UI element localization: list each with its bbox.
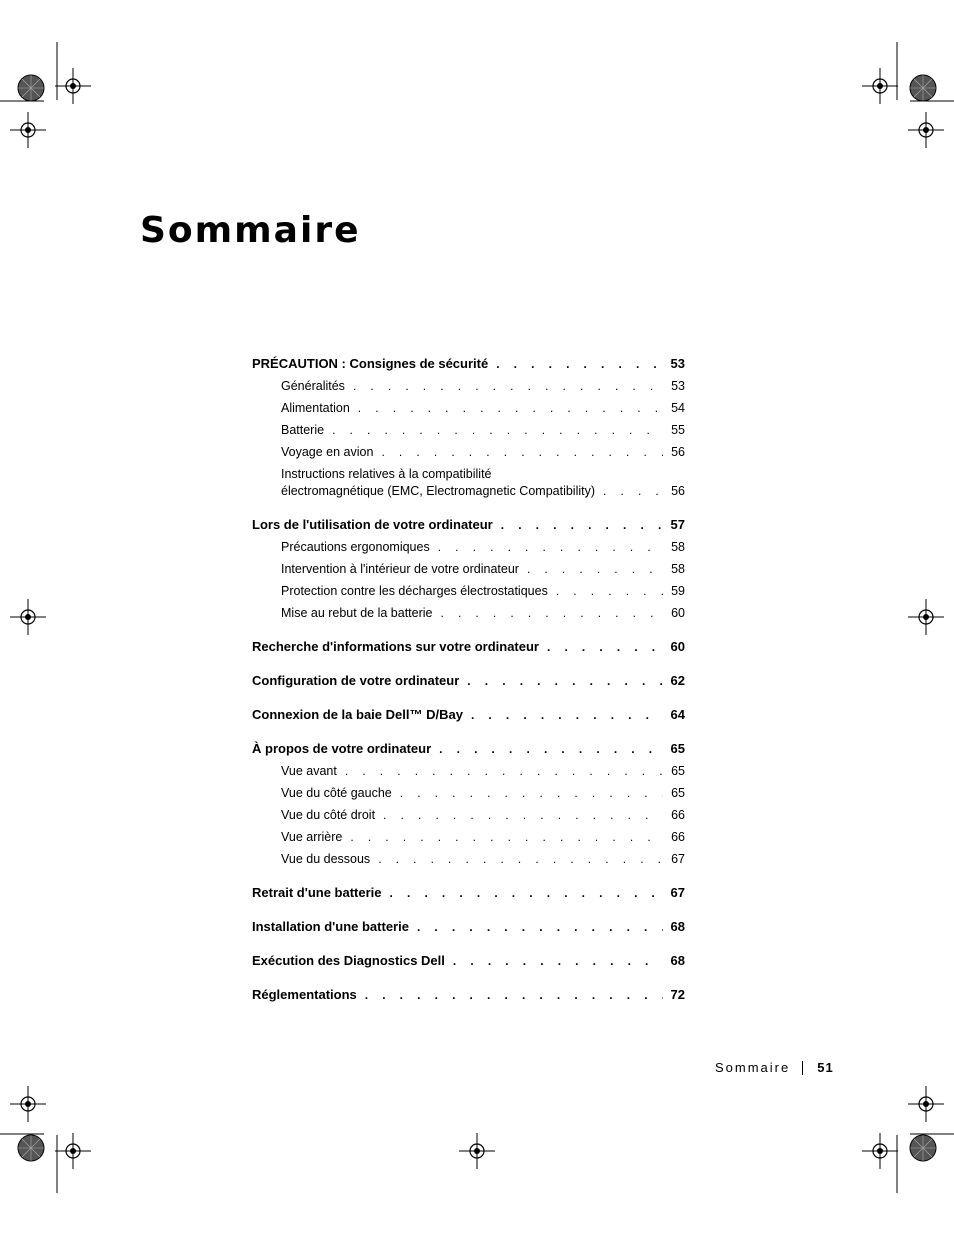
- toc-entry-label: Alimentation: [281, 401, 350, 415]
- leader-dots: [440, 602, 663, 624]
- toc-subentry[interactable]: [252, 804, 685, 826]
- toc-entry-label-line1: Instructions relatives à la compatibilité: [281, 467, 492, 481]
- leader-dots: [350, 826, 663, 848]
- toc-entry-label: Voyage en avion: [281, 445, 374, 459]
- toc-entry-page: 72: [670, 987, 685, 1002]
- toc-entry-label: Précautions ergonomiques: [281, 540, 430, 554]
- toc-entry[interactable]: [252, 704, 685, 726]
- footer-section-title: Sommaire: [715, 1060, 791, 1075]
- leader-dots: [390, 882, 663, 904]
- page-footer: [715, 1060, 834, 1075]
- leader-dots: [378, 848, 663, 870]
- toc-entry-label: Mise au rebut de la batterie: [281, 606, 433, 620]
- toc-entry-page: 53: [671, 379, 685, 393]
- toc-entry-label: Connexion de la baie Dell™ D/Bay: [252, 707, 463, 722]
- leader-dots: [439, 738, 663, 760]
- leader-dots: [358, 397, 663, 419]
- toc-entry-page: 60: [671, 606, 685, 620]
- leader-dots: [467, 670, 663, 692]
- leader-dots: [453, 950, 663, 972]
- toc-subentry[interactable]: [252, 419, 685, 441]
- toc-entry-page: 53: [670, 356, 685, 371]
- toc-entry-label: Vue avant: [281, 764, 337, 778]
- toc-entry[interactable]: [252, 636, 685, 658]
- toc-entry-label-line2: électromagnétique (EMC, Electromagnetic Compatibility): [281, 484, 596, 498]
- toc-subentry[interactable]: [252, 602, 685, 624]
- toc-entry-page: 62: [670, 673, 685, 688]
- toc-entry[interactable]: [252, 882, 685, 904]
- toc-entry-page: 55: [671, 423, 685, 437]
- toc-entry-label: À propos de votre ordinateur: [252, 741, 432, 756]
- toc-entry-label: Protection contre les décharges électrostatiques: [281, 584, 548, 598]
- toc-subentry[interactable]: [252, 580, 685, 602]
- toc-entry-page: 60: [670, 639, 685, 654]
- toc-entry-page: 57: [670, 517, 685, 532]
- leader-dots: [417, 916, 663, 938]
- toc-entry-label: Réglementations: [252, 987, 357, 1002]
- toc-entry-page: 67: [670, 885, 685, 900]
- toc-entry-label: Exécution des Diagnostics Dell: [252, 953, 445, 968]
- toc-entry-page: 66: [671, 830, 685, 844]
- toc-entry-page: 67: [671, 852, 685, 866]
- toc-entry-page: 54: [671, 401, 685, 415]
- leader-dots: [345, 760, 663, 782]
- leader-dots: [400, 782, 663, 804]
- toc-entry-label: Lors de l'utilisation de votre ordinateur: [252, 517, 493, 532]
- toc-subentry[interactable]: [252, 441, 685, 463]
- leader-dots: [365, 984, 663, 1006]
- toc-entry-page: 65: [671, 786, 685, 800]
- leader-dots: [353, 375, 663, 397]
- leader-dots: [501, 514, 663, 536]
- leader-dots: [438, 536, 663, 558]
- toc-entry-page: 58: [671, 540, 685, 554]
- toc-entry-label: Configuration de votre ordinateur: [252, 673, 460, 688]
- toc-subentry[interactable]: [252, 463, 685, 502]
- toc-entry[interactable]: [252, 514, 685, 536]
- toc-entry[interactable]: [252, 950, 685, 972]
- toc-entry-label: Batterie: [281, 423, 325, 437]
- toc-entry-label: Généralités: [281, 379, 345, 393]
- toc-entry-page: 58: [671, 562, 685, 576]
- toc-subentry[interactable]: [252, 760, 685, 782]
- table-of-contents: [252, 353, 685, 1006]
- toc-entry-page: 65: [671, 764, 685, 778]
- toc-entry-label: Installation d'une batterie: [252, 919, 409, 934]
- toc-entry-page: 65: [670, 741, 685, 756]
- footer-divider: [802, 1061, 803, 1075]
- toc-entry-label: Retrait d'une batterie: [252, 885, 382, 900]
- toc-entry-label: Vue du côté gauche: [281, 786, 392, 800]
- toc-entry-page: 56: [671, 484, 685, 498]
- leader-dots: [471, 704, 663, 726]
- leader-dots: [383, 804, 663, 826]
- leader-dots: [381, 441, 663, 463]
- footer-page-number: 51: [817, 1060, 834, 1075]
- toc-entry-label: PRÉCAUTION : Consignes de sécurité: [252, 356, 489, 371]
- toc-entry-page: 68: [670, 953, 685, 968]
- toc-entry-label: Vue du dessous: [281, 852, 371, 866]
- toc-entry[interactable]: [252, 916, 685, 938]
- toc-entry-page: 66: [671, 808, 685, 822]
- toc-subentry[interactable]: [252, 558, 685, 580]
- toc-entry-label: Vue arrière: [281, 830, 343, 844]
- leader-dots: [556, 580, 663, 602]
- toc-subentry[interactable]: [252, 848, 685, 870]
- toc-entry[interactable]: [252, 984, 685, 1006]
- leader-dots: [547, 636, 663, 658]
- toc-subentry[interactable]: [252, 826, 685, 848]
- toc-entry[interactable]: [252, 353, 685, 375]
- toc-subentry[interactable]: [252, 375, 685, 397]
- toc-entry-label: Recherche d'informations sur votre ordinateur: [252, 639, 539, 654]
- toc-entry-label: Intervention à l'intérieur de votre ordinateur: [281, 562, 519, 576]
- toc-entry-page: 64: [670, 707, 685, 722]
- leader-dots: [603, 483, 663, 500]
- toc-entry-page: 56: [671, 445, 685, 459]
- leader-dots: [527, 558, 663, 580]
- leader-dots: [496, 353, 663, 375]
- toc-subentry[interactable]: [252, 782, 685, 804]
- toc-entry-page: 59: [671, 584, 685, 598]
- toc-entry-page: 68: [670, 919, 685, 934]
- page-title: Sommaire: [140, 210, 361, 251]
- toc-subentry[interactable]: [252, 536, 685, 558]
- leader-dots: [332, 419, 663, 441]
- toc-entry[interactable]: [252, 670, 685, 692]
- toc-subentry[interactable]: [252, 397, 685, 419]
- toc-entry[interactable]: [252, 738, 685, 760]
- toc-entry-label: Vue du côté droit: [281, 808, 376, 822]
